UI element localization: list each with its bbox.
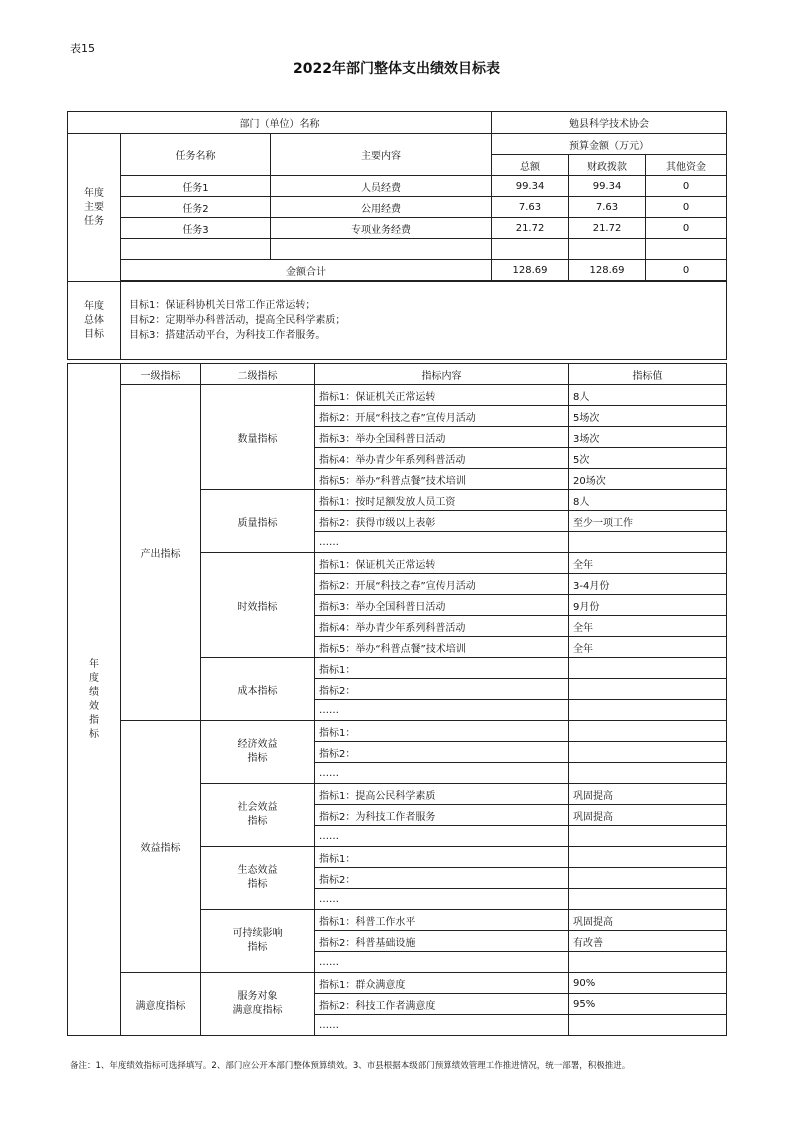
sum-label: 金额合计 bbox=[121, 260, 492, 281]
indicator-content: 指标1：按时足额发放人员工资 bbox=[315, 490, 569, 511]
indicator-content: 指标1：科普工作水平 bbox=[315, 910, 569, 931]
indicator-value bbox=[569, 658, 727, 679]
indicator-content: 指标3：举办全国科普日活动 bbox=[315, 427, 569, 448]
indicator-content: …… bbox=[315, 700, 569, 721]
table-number: 表15 bbox=[70, 42, 95, 55]
indicator-content: 指标5：举办“科普点餐”技术培训 bbox=[315, 469, 569, 490]
task-other bbox=[646, 239, 727, 260]
task-content: 人员经费 bbox=[271, 176, 492, 197]
indicator-value bbox=[569, 700, 727, 721]
indicator-value: 5场次 bbox=[569, 406, 727, 427]
indicator-value bbox=[569, 532, 727, 553]
indicator-value bbox=[569, 826, 727, 847]
indicator-value: 8人 bbox=[569, 385, 727, 406]
goal-line: 目标3：搭建活动平台，为科技工作者服务。 bbox=[129, 330, 326, 341]
indicator-value bbox=[569, 1015, 727, 1036]
indicator-content: 指标2：科普基础设施 bbox=[315, 931, 569, 952]
indicator-value: 9月份 bbox=[569, 595, 727, 616]
task-total: 21.72 bbox=[492, 218, 569, 239]
indicator-content: …… bbox=[315, 889, 569, 910]
social-label: 社会效益 指标 bbox=[201, 784, 315, 847]
indicator-value: 巩固提高 bbox=[569, 910, 727, 931]
budget-table bbox=[67, 111, 727, 360]
sum-other: 0 bbox=[646, 260, 727, 281]
indicator-value bbox=[569, 952, 727, 973]
indicator-content: 指标1：保证机关正常运转 bbox=[315, 385, 569, 406]
sum-fiscal: 128.69 bbox=[569, 260, 646, 281]
indicator-content: …… bbox=[315, 763, 569, 784]
indicator-value bbox=[569, 847, 727, 868]
performance-table bbox=[67, 363, 727, 1036]
indicator-value bbox=[569, 679, 727, 700]
indicator-value: 3场次 bbox=[569, 427, 727, 448]
task-total bbox=[492, 239, 569, 260]
indicator-content: 指标1： bbox=[315, 721, 569, 742]
target-label: 服务对象 满意度指标 bbox=[201, 973, 315, 1036]
ecological-label: 生态效益 指标 bbox=[201, 847, 315, 910]
indicator-value: 95% bbox=[569, 994, 727, 1015]
indicator-content: 指标4：举办青少年系列科普活动 bbox=[315, 616, 569, 637]
task-other: 0 bbox=[646, 218, 727, 239]
l1-header: 一级指标 bbox=[121, 364, 201, 385]
fiscal-header: 财政拨款 bbox=[569, 155, 646, 176]
task-name: 任务3 bbox=[121, 218, 271, 239]
goals-section-label: 年度 总体 目标 bbox=[68, 282, 121, 360]
task-name: 任务2 bbox=[121, 197, 271, 218]
indicator-content: 指标1：群众满意度 bbox=[315, 973, 569, 994]
task-total: 7.63 bbox=[492, 197, 569, 218]
satisfaction-label: 满意度指标 bbox=[121, 973, 201, 1036]
indicator-content: …… bbox=[315, 1015, 569, 1036]
other-header: 其他资金 bbox=[646, 155, 727, 176]
indicator-content: 指标1：提高公民科学素质 bbox=[315, 784, 569, 805]
task-content-header: 主要内容 bbox=[271, 134, 492, 176]
goals-text bbox=[121, 282, 727, 360]
indicator-content: 指标2：科技工作者满意度 bbox=[315, 994, 569, 1015]
task-fiscal: 21.72 bbox=[569, 218, 646, 239]
sum-total: 128.69 bbox=[492, 260, 569, 281]
tasks-section-label: 年度 主要 任务 bbox=[68, 134, 121, 282]
indicator-content: …… bbox=[315, 532, 569, 553]
quality-label: 质量指标 bbox=[201, 490, 315, 553]
indicator-content: 指标2：获得市级以上表彰 bbox=[315, 511, 569, 532]
table-row bbox=[68, 197, 727, 218]
indicator-content: …… bbox=[315, 826, 569, 847]
indicator-content: 指标2：开展“科技之春”宣传月活动 bbox=[315, 406, 569, 427]
dept-value: 勉县科学技术协会 bbox=[492, 112, 727, 134]
indicator-content: 指标2：开展“科技之春”宣传月活动 bbox=[315, 574, 569, 595]
indicator-content: 指标1： bbox=[315, 847, 569, 868]
indicator-content: 指标2： bbox=[315, 679, 569, 700]
budget-header: 预算金额（万元） bbox=[492, 134, 727, 155]
indicator-value: 8人 bbox=[569, 490, 727, 511]
task-other: 0 bbox=[646, 176, 727, 197]
indicator-value bbox=[569, 868, 727, 889]
indicator-content: 指标5：举办“科普点餐”技术培训 bbox=[315, 637, 569, 658]
indicator-value: 巩固提高 bbox=[569, 784, 727, 805]
task-other: 0 bbox=[646, 197, 727, 218]
task-content: 公用经费 bbox=[271, 197, 492, 218]
indicator-value bbox=[569, 721, 727, 742]
indicator-value: 全年 bbox=[569, 637, 727, 658]
timeliness-label: 时效指标 bbox=[201, 553, 315, 658]
indicator-value: 5次 bbox=[569, 448, 727, 469]
table-row bbox=[68, 176, 727, 197]
indicator-content: 指标2： bbox=[315, 868, 569, 889]
indicator-value bbox=[569, 889, 727, 910]
task-total: 99.34 bbox=[492, 176, 569, 197]
indicator-value: 全年 bbox=[569, 553, 727, 574]
indicator-value: 有改善 bbox=[569, 931, 727, 952]
task-fiscal bbox=[569, 239, 646, 260]
benefit-label: 效益指标 bbox=[121, 721, 201, 973]
indicator-value: 巩固提高 bbox=[569, 805, 727, 826]
indicator-content: 指标4：举办青少年系列科普活动 bbox=[315, 448, 569, 469]
task-fiscal: 99.34 bbox=[569, 176, 646, 197]
indicator-content: 指标2：为科技工作者服务 bbox=[315, 805, 569, 826]
indicator-value: 全年 bbox=[569, 616, 727, 637]
goal-line: 目标2：定期举办科普活动，提高全民科学素质； bbox=[129, 315, 346, 326]
table-row bbox=[68, 239, 727, 260]
task-name bbox=[121, 239, 271, 260]
indicator-value: 20场次 bbox=[569, 469, 727, 490]
page-title: 2022年部门整体支出绩效目标表 bbox=[293, 61, 500, 77]
task-content: 专项业务经费 bbox=[271, 218, 492, 239]
perf-section-label: 年 度 绩 效 指 标 bbox=[68, 364, 121, 1036]
indicator-value: 90% bbox=[569, 973, 727, 994]
content-header: 指标内容 bbox=[315, 364, 569, 385]
footnote: 备注：1、年度绩效指标可选择填写。2、部门应公开本部门整体预算绩效。3、市县根据本级部门预算绩效管理工作推进情况，统一部署，积极推进。 bbox=[70, 1061, 631, 1071]
total-header: 总额 bbox=[492, 155, 569, 176]
sum-row bbox=[68, 260, 727, 281]
indicator-value bbox=[569, 763, 727, 784]
table-row bbox=[68, 218, 727, 239]
indicator-content: …… bbox=[315, 952, 569, 973]
indicator-content: 指标1： bbox=[315, 658, 569, 679]
goal-line: 目标1：保证科协机关日常工作正常运转； bbox=[129, 300, 316, 311]
indicator-value bbox=[569, 742, 727, 763]
indicator-value: 3-4月份 bbox=[569, 574, 727, 595]
dept-label: 部门（单位）名称 bbox=[68, 112, 492, 134]
task-fiscal: 7.63 bbox=[569, 197, 646, 218]
economic-label: 经济效益 指标 bbox=[201, 721, 315, 784]
value-header: 指标值 bbox=[569, 364, 727, 385]
task-content bbox=[271, 239, 492, 260]
indicator-content: 指标2： bbox=[315, 742, 569, 763]
sustain-label: 可持续影响 指标 bbox=[201, 910, 315, 973]
indicator-content: 指标3：举办全国科普日活动 bbox=[315, 595, 569, 616]
task-name: 任务1 bbox=[121, 176, 271, 197]
indicator-value: 至少一项工作 bbox=[569, 511, 727, 532]
quantity-label: 数量指标 bbox=[201, 385, 315, 490]
output-label: 产出指标 bbox=[121, 385, 201, 721]
l2-header: 二级指标 bbox=[201, 364, 315, 385]
cost-label: 成本指标 bbox=[201, 658, 315, 721]
indicator-content: 指标1：保证机关正常运转 bbox=[315, 553, 569, 574]
task-name-header: 任务名称 bbox=[121, 134, 271, 176]
